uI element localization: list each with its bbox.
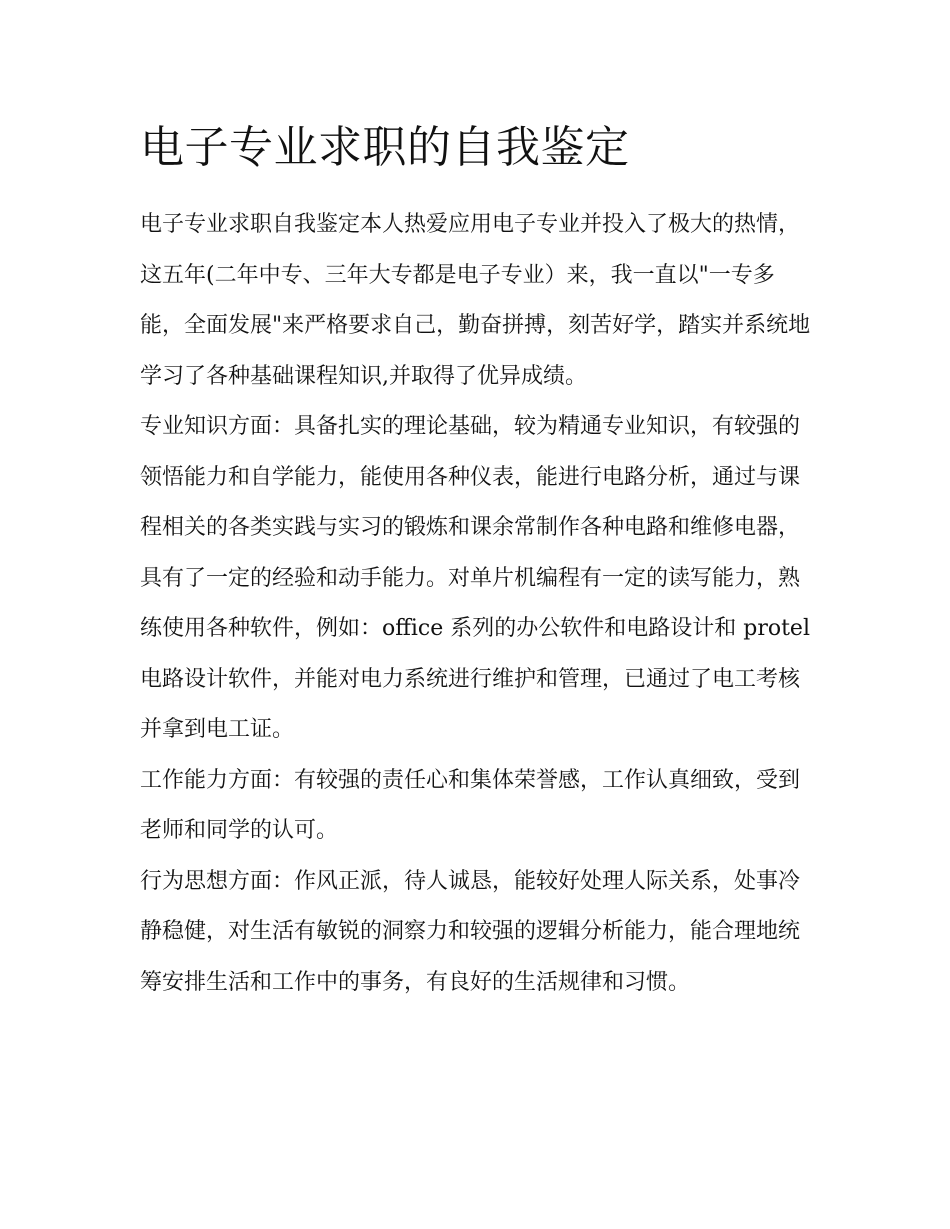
paragraph-work-ability: 工作能力方面：有较强的责任心和集体荣誉感，工作认真细致，受到老师和同学的认可。: [140, 767, 801, 843]
paragraph-conduct: 行为思想方面：作风正派，待人诚恳，能较好处理人际关系，处事冷静稳健，对生活有敏锐的洞察力和较强的逻辑分析能力，能合理地统筹安排生活和工作中的事务，有良好的生活规律和习惯。: [140, 868, 801, 995]
document-page: [140, 118, 812, 1008]
document-title: 电子专业求职的自我鉴定: [140, 122, 630, 173]
paragraph-professional-knowledge: 专业知识方面：具备扎实的理论基础，较为精通专业知识，有较强的领悟能力和自学能力，能使用各种仪表，能进行电路分析，通过与课程相关的各类实践与实习的锻炼和课余常制作各种电路和维修电器，具有了一定的经验和动手能力。对单片机编程有一定的读写能力，熟练使用各种软件，例如：office 系列的办公软件和电路设计和 protel 电路设计软件，并能对电力系统进行维护和管理，已通过了电工考核并拿到电工证。: [140, 414, 810, 742]
paragraph-intro: 电子专业求职自我鉴定本人热爱应用电子专业并投入了极大的热情，这五年(二年中专、三年大专都是电子专业）来，我一直以"一专多能，全面发展"来严格要求自己，勤奋拼搏，刻苦好学，踏实并系统地学习了各种基础课程知识,并取得了优异成绩。: [140, 212, 811, 389]
